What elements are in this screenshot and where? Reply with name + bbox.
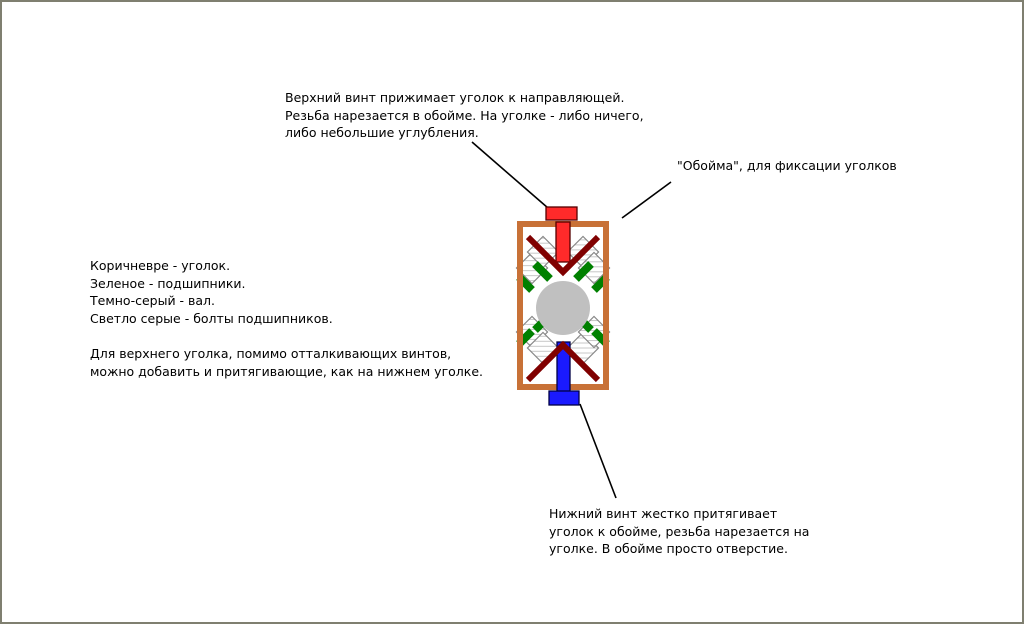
top-screw-leader-line [472, 142, 548, 208]
holder-leader-line [622, 182, 671, 218]
holder-annotation-line: "Обойма", для фиксации уголков [677, 158, 897, 173]
legend-line: Коричневре - уголок. [90, 258, 231, 273]
holder-annotation [677, 157, 897, 175]
shaft [536, 281, 590, 335]
legend-spacer [90, 327, 483, 345]
top-screw-annotation-line: Верхний винт прижимает уголок к направляющей. [285, 90, 625, 105]
legend-line: Темно-серый - вал. [90, 293, 216, 309]
top-screw-annotation-line: либо небольшие углубления. [285, 125, 479, 141]
top-screw-annotation [285, 89, 644, 142]
bottom-screw-head [549, 391, 579, 405]
top-screw-shank [556, 222, 570, 262]
bottom-screw-annotation-line: уголке. В обойме просто отверстие. [549, 541, 788, 557]
top-screw-annotation-line: Резьба нарезается в обойме. На уголке - либо ничего, [285, 107, 644, 123]
bottom-screw-annotation [549, 505, 809, 558]
legend-note-line: Для верхнего уголка, помимо отталкивающих винтов, [90, 345, 452, 361]
legend-line: Зеленое - подшипники. [90, 275, 246, 291]
legend-annotation [90, 257, 483, 380]
bottom-screw-leader-line [580, 404, 616, 498]
bottom-screw-annotation-line: уголок к обойме, резьба нарезается на [549, 523, 810, 539]
legend-note-line: можно добавить и притягивающие, как на нижнем уголке. [90, 363, 483, 379]
bottom-screw-annotation-line: Нижний винт жестко притягивает [549, 506, 778, 521]
legend-line: Светло серые - болты подшипников. [90, 310, 333, 326]
top-screw-head [546, 207, 577, 220]
